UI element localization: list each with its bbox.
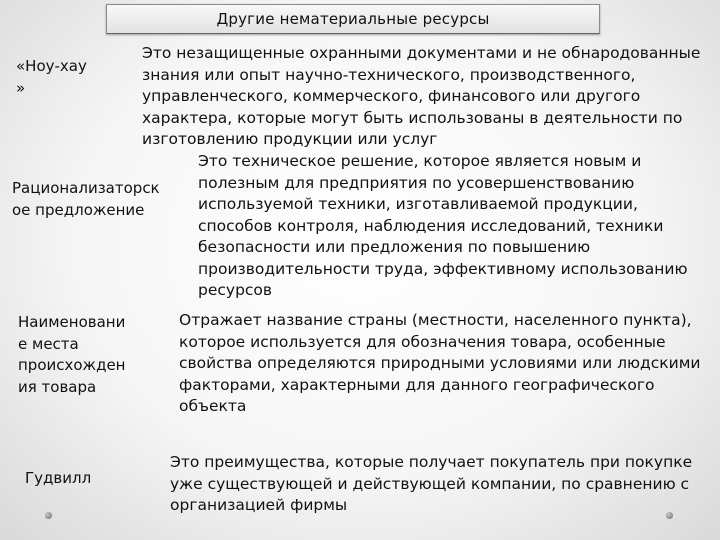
term-goodwill: Гудвилл bbox=[25, 469, 92, 487]
description-rationalization-proposal: Это техническое решение, которое является новым и полезным для предприятия по усовершенствованию используемой техники, изготавливаемой продукции, способов контроля, наблюдения исследований, техники безопасности или предложения по повышению производительности труда, эффективному использованию ресурсов bbox=[198, 152, 688, 299]
term-place-of-origin: Наименовани е места происхожден ия товара bbox=[18, 313, 126, 396]
slide-title: Другие нематериальные ресурсы bbox=[216, 10, 490, 28]
term-rationalization-proposal: Рационализаторск ое предложение bbox=[12, 179, 160, 219]
description-goodwill: Это преимущества, которые получает покупатель при покупке уже существующей и действующей компании, по сравнению с организацией фирмы bbox=[170, 453, 693, 514]
description-know-how: Это незащищенные охранными документами и не обнародованные знания или опыт научно-технического, производственного, управленческого, коммерческого, финансового или другого характера, которые могут быть использованы в деятельности по изготовлению продукции или услуг bbox=[142, 44, 701, 148]
decorative-dot-right bbox=[666, 512, 673, 519]
decorative-dot-left bbox=[45, 512, 52, 519]
term-know-how: «Ноу-хау » bbox=[16, 57, 87, 97]
description-place-of-origin: Отражает название страны (местности, населенного пункта), которое используется для обозначения товара, особенные свойства определяются природными условиями или людскими факторами, характерными для данного географического объекта bbox=[179, 311, 701, 415]
slide-title-box bbox=[106, 4, 600, 34]
